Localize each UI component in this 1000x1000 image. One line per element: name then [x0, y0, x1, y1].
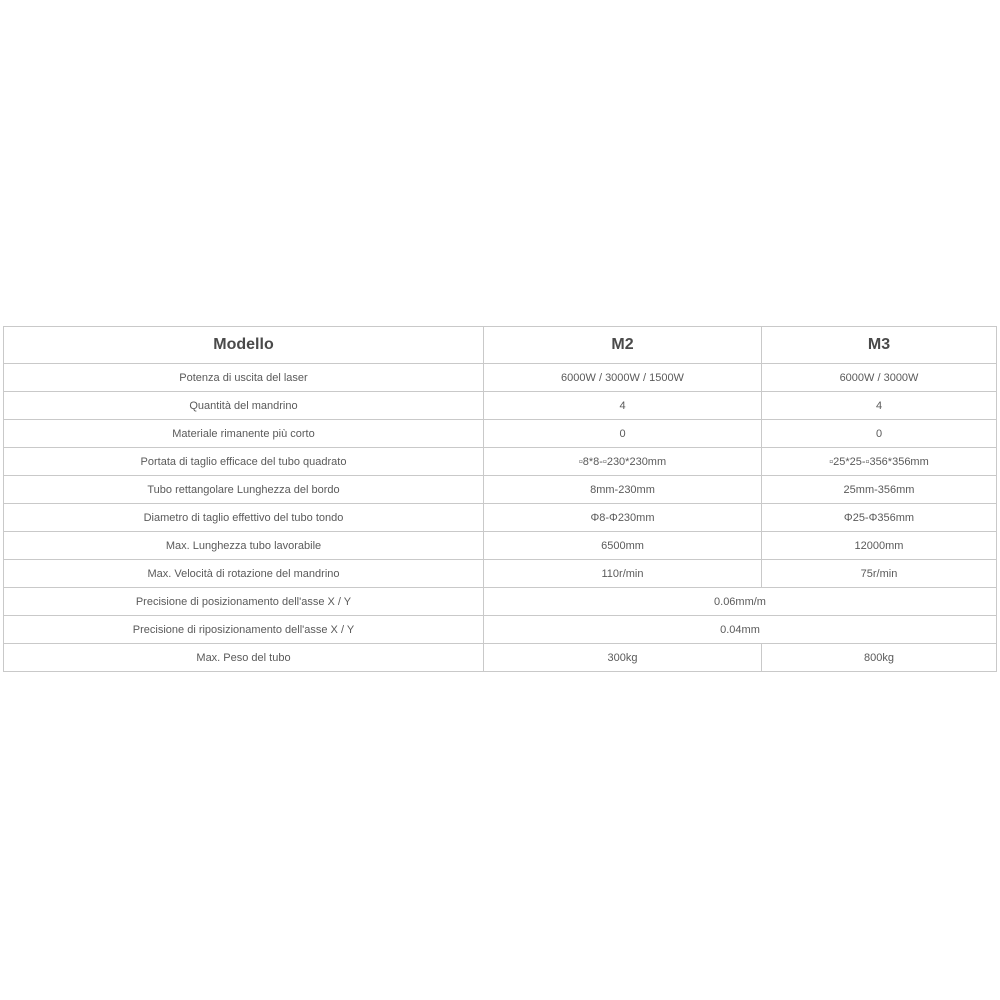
table-row [4, 644, 997, 672]
row-label: Portata di taglio efficace del tubo quadrato [4, 448, 484, 476]
m3-value: 4 [762, 392, 997, 420]
table-row [4, 364, 997, 392]
table-header-row [4, 327, 997, 364]
row-label: Max. Velocità di rotazione del mandrino [4, 560, 484, 588]
m2-value: Φ8-Φ230mm [484, 504, 762, 532]
m2-value: 8mm-230mm [484, 476, 762, 504]
m3-value: 75r/min [762, 560, 997, 588]
m2-value: 4 [484, 392, 762, 420]
row-label: Potenza di uscita del laser [4, 364, 484, 392]
header-model: Modello [4, 327, 484, 364]
row-label: Precisione di posizionamento dell'asse X / Y [4, 588, 484, 616]
m3-value: Φ25-Φ356mm [762, 504, 997, 532]
table-row [4, 420, 997, 448]
m2-value: 6000W / 3000W / 1500W [484, 364, 762, 392]
row-label: Diametro di taglio effettivo del tubo tondo [4, 504, 484, 532]
table-row [4, 588, 997, 616]
m3-value: 6000W / 3000W [762, 364, 997, 392]
row-label: Max. Peso del tubo [4, 644, 484, 672]
m2-value: 0 [484, 420, 762, 448]
m3-value: ▫25*25-▫356*356mm [762, 448, 997, 476]
m2-value: 6500mm [484, 532, 762, 560]
table-row [4, 504, 997, 532]
m3-value: 12000mm [762, 532, 997, 560]
table-row [4, 560, 997, 588]
table-row [4, 448, 997, 476]
table-row [4, 476, 997, 504]
row-label: Tubo rettangolare Lunghezza del bordo [4, 476, 484, 504]
table-row [4, 532, 997, 560]
m2-value: 300kg [484, 644, 762, 672]
m2-value: ▫8*8-▫230*230mm [484, 448, 762, 476]
row-label: Precisione di riposizionamento dell'asse X / Y [4, 616, 484, 644]
m3-value: 800kg [762, 644, 997, 672]
m3-value: 25mm-356mm [762, 476, 997, 504]
spec-table [3, 326, 997, 672]
row-label: Materiale rimanente più corto [4, 420, 484, 448]
header-m2: M2 [484, 327, 762, 364]
shared-value: 0.04mm [484, 616, 997, 644]
header-m3: M3 [762, 327, 997, 364]
m3-value: 0 [762, 420, 997, 448]
row-label: Quantità del mandrino [4, 392, 484, 420]
shared-value: 0.06mm/m [484, 588, 997, 616]
table-row [4, 616, 997, 644]
m2-value: 110r/min [484, 560, 762, 588]
row-label: Max. Lunghezza tubo lavorabile [4, 532, 484, 560]
table-row [4, 392, 997, 420]
